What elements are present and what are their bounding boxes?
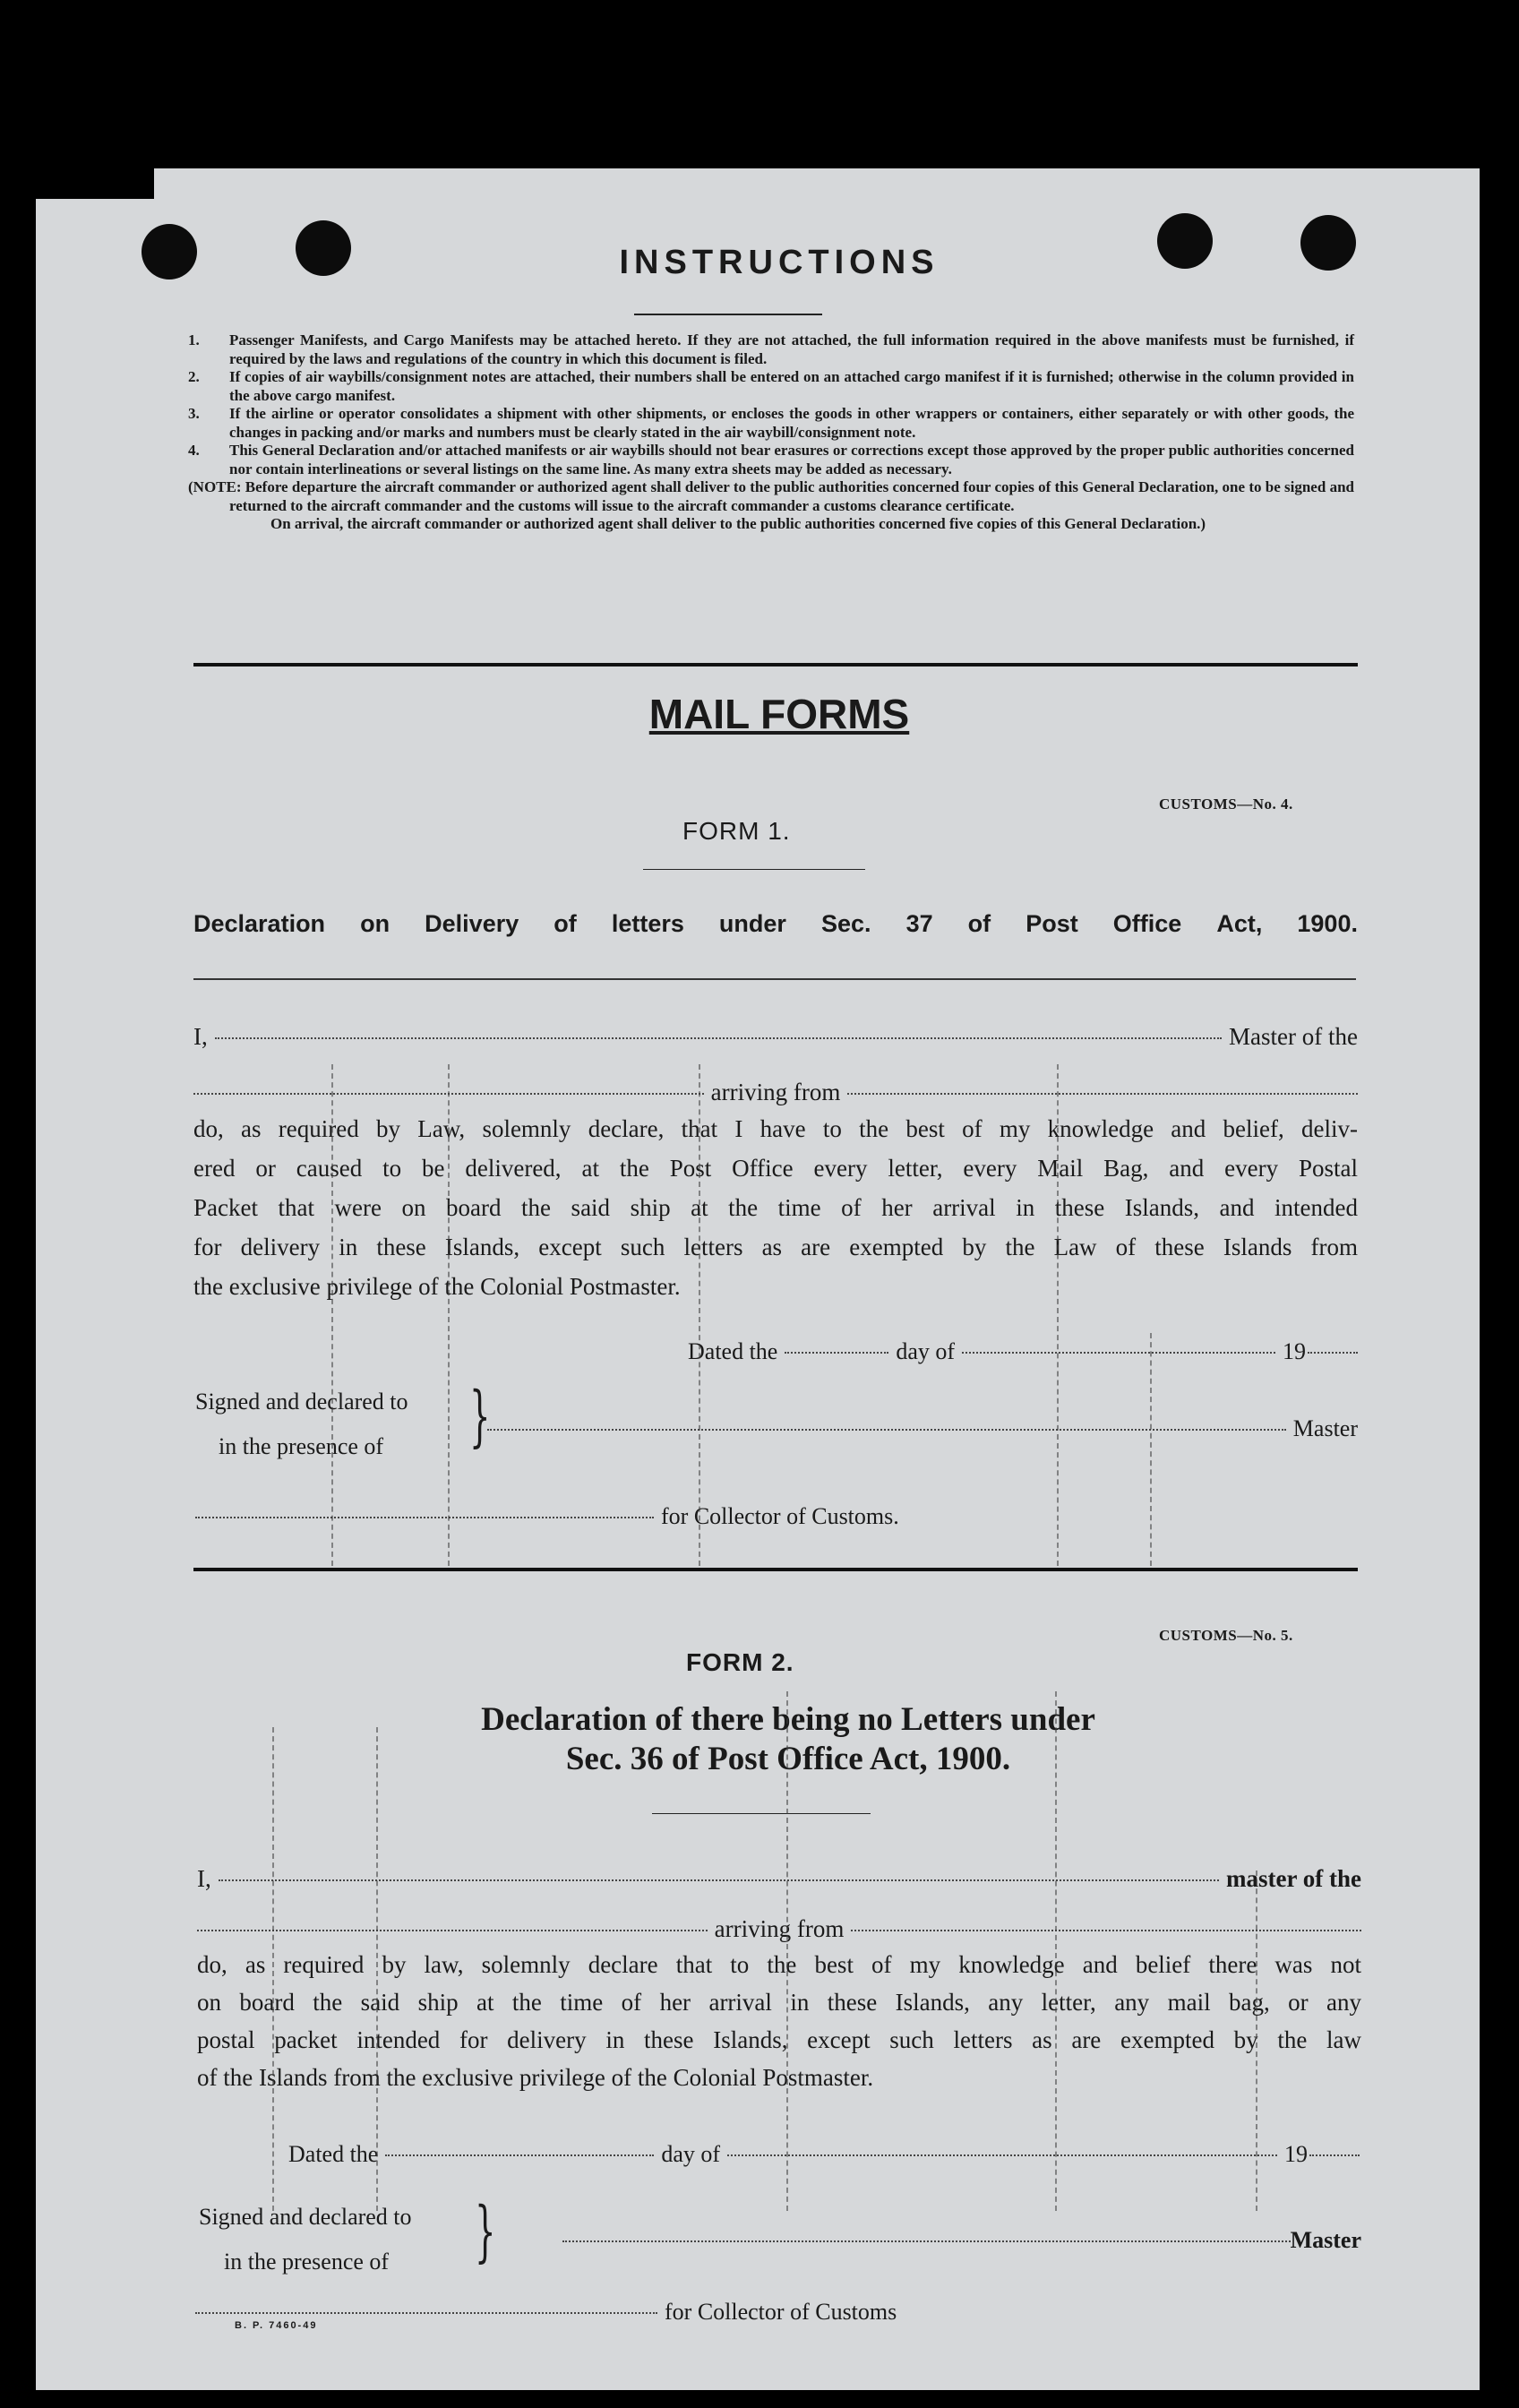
instruction-item-3: 3. If the airline or operator consolidates a shipment with other shipments, or encloses the goods in other wrappers or containers, either separately or with other goods, the changes in packing and/or marks and numbers must be clearly stated in the air waybill/consignment note.	[188, 405, 1354, 441]
punch-hole-right-1	[1157, 213, 1213, 269]
instruction-item-4: 4. This General Declaration and/or attached manifests or air waybills should not bear erasures or corrections except those approved by the proper public authorities concerned nor contain interlineations or several listings on the same line. As many extra sheets may be added as necessary.	[188, 442, 1354, 477]
form1-day-field[interactable]	[785, 1351, 888, 1354]
scan-line-6	[272, 1727, 274, 2211]
form1-year-field[interactable]	[1308, 1351, 1358, 1354]
form1-heading-rule	[193, 978, 1356, 980]
scan-line-9	[1055, 1691, 1057, 2211]
section-divider-forms	[193, 1568, 1358, 1571]
form2-origin-field[interactable]	[851, 1929, 1361, 1931]
scan-line-7	[376, 1727, 378, 2211]
form2-arriving-line: arriving from	[197, 1915, 1361, 1943]
instruction-note-arrival: On arrival, the aircraft commander or authorized agent shall deliver to the public authorities concerned five copies of this General Declaration.)	[270, 515, 1206, 532]
form1-declaration-text: do, as required by Law, solemnly declare, that I have to the best of my knowledge and belief, deliv- ered or caused to be delivered, at the Post Office every letter, every Mail Bag, and every Postal Packet that were on board the said ship at the time of her arrival in these Islands, and intended for delivery in these Islands, except such letters as are exempted by the Law of these Islands from the exclusive privilege of the Colonial Postmaster.	[193, 1115, 1358, 1300]
form2-master-signature-line: Master	[562, 2227, 1361, 2254]
form2-dated-line: Dated the day of 19	[288, 2141, 1360, 2168]
form1-title: FORM 1.	[682, 817, 791, 845]
form2-collector-field[interactable]	[195, 2311, 657, 2314]
scan-line-10	[1256, 1870, 1257, 2211]
instructions-title-rule	[634, 314, 822, 315]
form1-name-field[interactable]	[215, 1036, 1222, 1039]
form2-name-field[interactable]	[219, 1879, 1219, 1881]
form2-month-field[interactable]	[727, 2154, 1277, 2156]
scan-line-3	[699, 1064, 700, 1566]
form1-collector-field[interactable]	[195, 1516, 654, 1518]
instruction-item-1: 1. Passenger Manifests, and Cargo Manifests may be attached hereto. If they are not attached, the full information required in the above manifests must be furnished, if required by the laws and regulations of the country in which this document is filed.	[188, 331, 1354, 367]
form2-signed-label: Signed and declared to in the presence of	[199, 2204, 412, 2275]
form1-dated-line: Dated the day of 19	[688, 1338, 1358, 1365]
form2-year-field[interactable]	[1309, 2154, 1360, 2156]
form2-brace: }	[475, 2193, 496, 2270]
punch-hole-right-2	[1300, 215, 1356, 271]
form1-master-signature-line: Master	[487, 1415, 1358, 1442]
form2-declaration-text: do, as required by law, solemnly declare that to the best of my knowledge and belief there was not on board the said ship at the time of her arrival in these Islands, any letter, any mail bag, or any postal packet intended for delivery in these Islands, except such letters as are exempted by the law of the Islands from the exclusive privilege of the Colonial Postmaster.	[197, 1951, 1361, 2091]
form1-customs-number: CUSTOMS—No. 4.	[1159, 796, 1293, 813]
instruction-item-2: 2. If copies of air waybills/consignment notes are attached, their numbers shall be entered on an attached cargo manifest if it is furnished; otherwise in the column provided in the above cargo manifest.	[188, 368, 1354, 404]
form1-master-signature-field[interactable]	[487, 1428, 1286, 1431]
section-divider-top	[193, 663, 1358, 666]
form1-collector-line: for Collector of Customs.	[195, 1503, 1001, 1530]
form2-customs-number: CUSTOMS—No. 5.	[1159, 1627, 1293, 1644]
form2-collector-line: for Collector of Customs	[195, 2299, 1001, 2326]
punch-hole-left-2	[296, 220, 351, 276]
form2-heading-rule	[652, 1813, 871, 1814]
form1-signed-label: Signed and declared to in the presence of	[195, 1389, 408, 1459]
scan-line-1	[331, 1064, 333, 1566]
mail-forms-title: MAIL FORMS	[648, 691, 910, 737]
form1-title-rule	[643, 869, 865, 870]
form1-master-line: I, Master of the	[193, 1023, 1358, 1050]
form2-title: FORM 2.	[686, 1648, 794, 1676]
instruction-note: (NOTE: Before departure the aircraft commander or authorized agent shall deliver to the public authorities concerned four copies of this General Declaration, one to be signed and returned to the aircraft commander and the customs will issue to the aircraft commander a customs clearance certificate. On arrival, the aircraft commander or authorized agent shall deliver to the public authorities concerned five copies of this General Declaration.)	[188, 478, 1354, 532]
instructions-list	[188, 331, 1354, 534]
form1-month-field[interactable]	[962, 1351, 1275, 1354]
form1-declaration-heading: Declaration on Delivery of letters under Sec. 37 of Post Office Act, 1900.	[193, 910, 1358, 937]
print-code: B. P. 7460-49	[235, 2320, 318, 2331]
instructions-title: INSTRUCTIONS	[619, 244, 940, 281]
scan-line-8	[786, 1691, 788, 2211]
scan-line-4	[1057, 1064, 1059, 1566]
form2-master-signature-field[interactable]	[562, 2240, 1291, 2242]
page-corner-tab	[36, 168, 154, 199]
form2-day-field[interactable]	[385, 2154, 654, 2156]
form1-origin-field[interactable]	[847, 1092, 1358, 1095]
form2-master-line: I, master of the	[197, 1865, 1361, 1892]
scan-line-5	[1150, 1333, 1152, 1566]
form1-arriving-line: arriving from	[193, 1079, 1358, 1106]
form2-declaration-heading: Declaration of there being no Letters under Sec. 36 of Post Office Act, 1900.	[481, 1701, 1095, 1777]
document-page	[36, 168, 1480, 2390]
punch-hole-left-1	[142, 224, 197, 280]
scan-line-2	[448, 1064, 450, 1566]
form1-brace: }	[469, 1378, 491, 1455]
